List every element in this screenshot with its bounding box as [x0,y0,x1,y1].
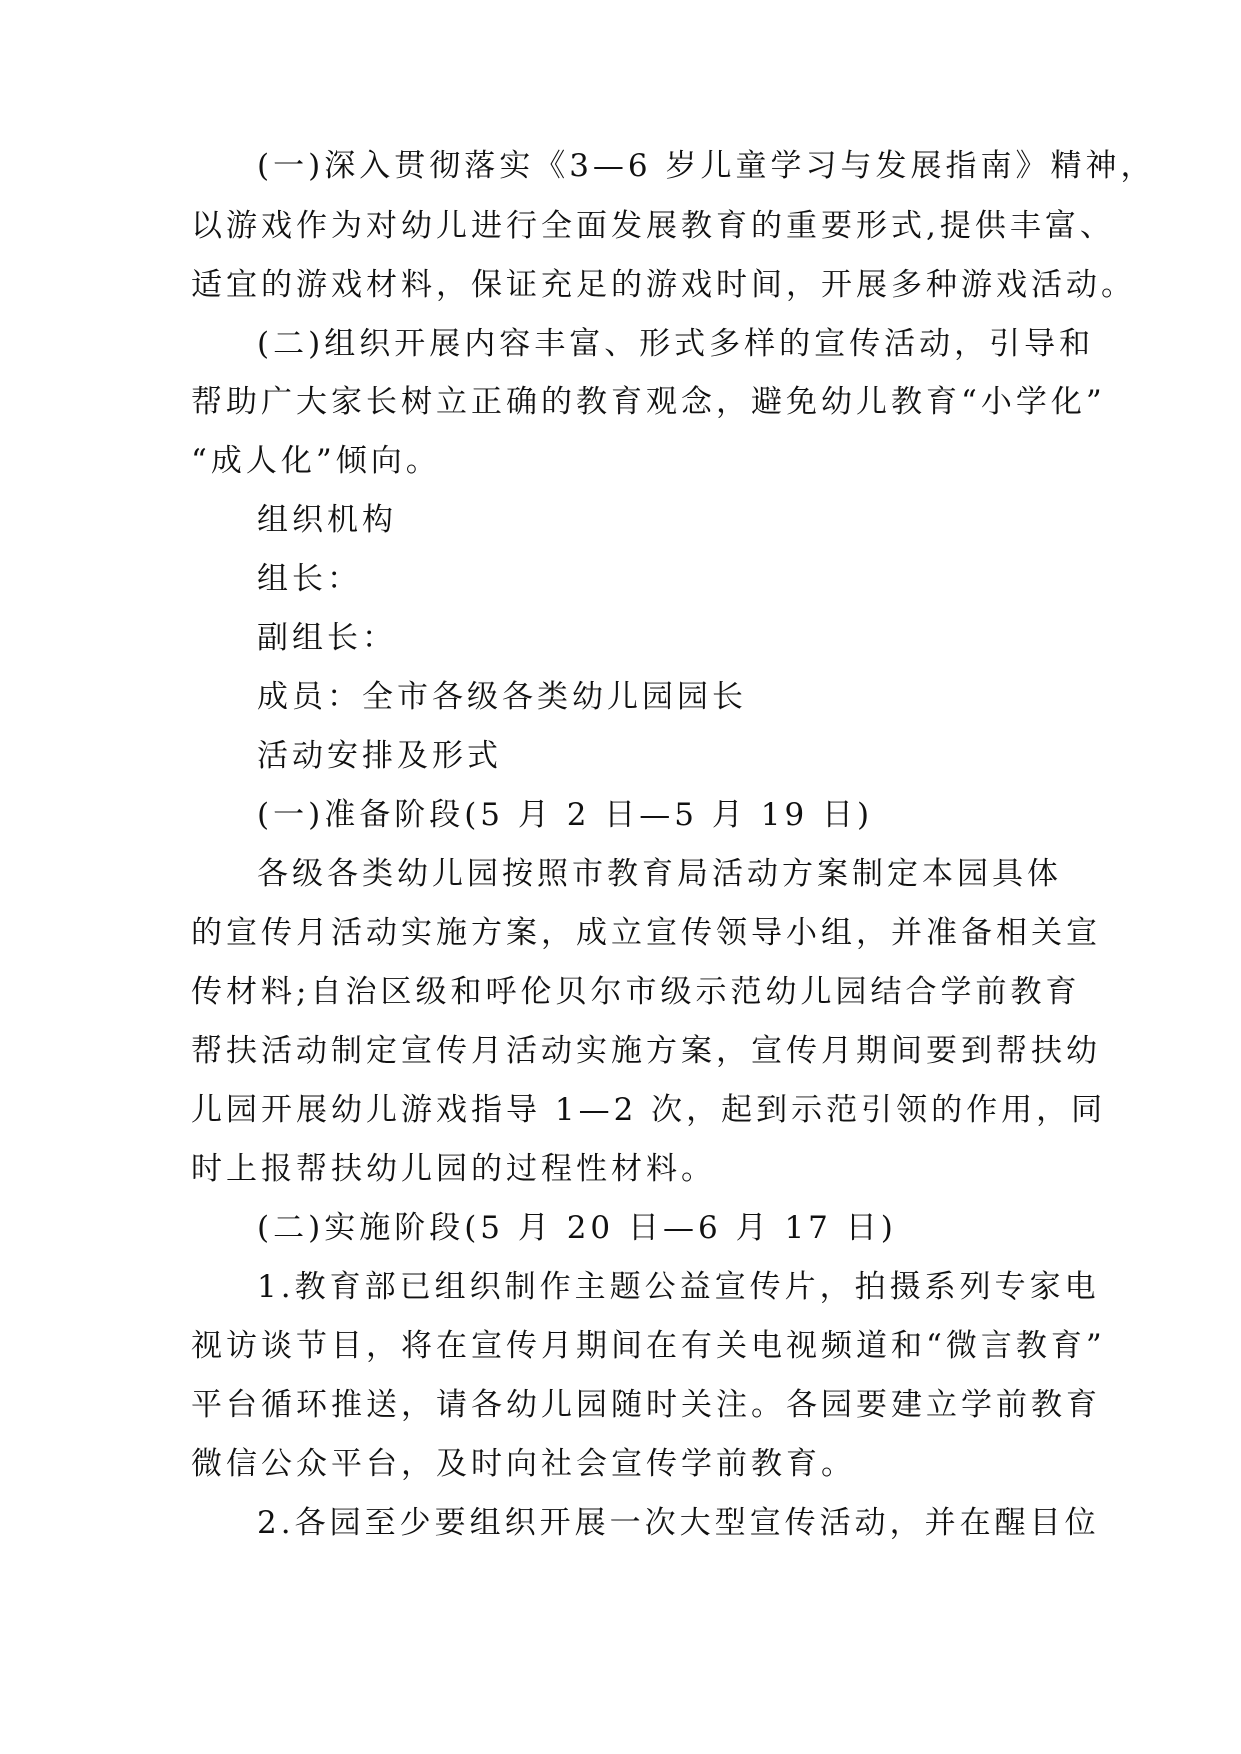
section-heading: 组织机构 [257,502,397,538]
text-line: 儿园开展幼儿游戏指导 1—2 次，起到示范引领的作用，同 [191,1092,1107,1128]
text-line: 1.教育部已组织制作主题公益宣传片，拍摄系列专家电 [257,1269,1100,1305]
text-line: 的宣传月活动实施方案，成立宣传领导小组，并准备相关宣 [191,915,1101,951]
text-line: (一)深入贯彻落实《3—6 岁儿童学习与发展指南》精神， [257,148,1156,184]
text-line: 2.各园至少要组织开展一次大型宣传活动，并在醒目位 [257,1505,1100,1541]
text-line: 平台循环推送，请各幼儿园随时关注。各园要建立学前教育 [191,1387,1101,1423]
text-line: 传材料;自治区级和呼伦贝尔市级示范幼儿园结合学前教育 [191,974,1081,1010]
text-line: 适宜的游戏材料，保证充足的游戏时间，开展多种游戏活动。 [191,267,1136,303]
subsection-heading: (一)准备阶段(5 月 2 日—5 月 19 日) [257,797,874,833]
text-line: “成人化”倾向。 [191,443,441,479]
text-line: 组长： [257,561,362,597]
text-line: 以游戏作为对幼儿进行全面发展教育的重要形式,提供丰富、 [191,208,1115,244]
text-line: 各级各类幼儿园按照市教育局活动方案制定本园具体 [257,856,1062,892]
text-line: 副组长： [257,620,397,656]
subsection-heading: (二)实施阶段(5 月 20 日—6 月 17 日) [257,1210,897,1246]
section-heading: 活动安排及形式 [257,738,502,774]
text-line: 时上报帮扶幼儿园的过程性材料。 [191,1151,716,1187]
text-line: 微信公众平台，及时向社会宣传学前教育。 [191,1446,856,1482]
text-line: 帮助广大家长树立正确的教育观念，避免幼儿教育“小学化” [191,384,1106,420]
text-line: (二)组织开展内容丰富、形式多样的宣传活动，引导和 [257,326,1095,362]
text-line: 帮扶活动制定宣传月活动实施方案，宣传月期间要到帮扶幼 [191,1033,1101,1069]
text-line: 视访谈节目，将在宣传月期间在有关电视频道和“微言教育” [191,1328,1106,1364]
text-line: 成员：全市各级各类幼儿园园长 [257,679,747,715]
